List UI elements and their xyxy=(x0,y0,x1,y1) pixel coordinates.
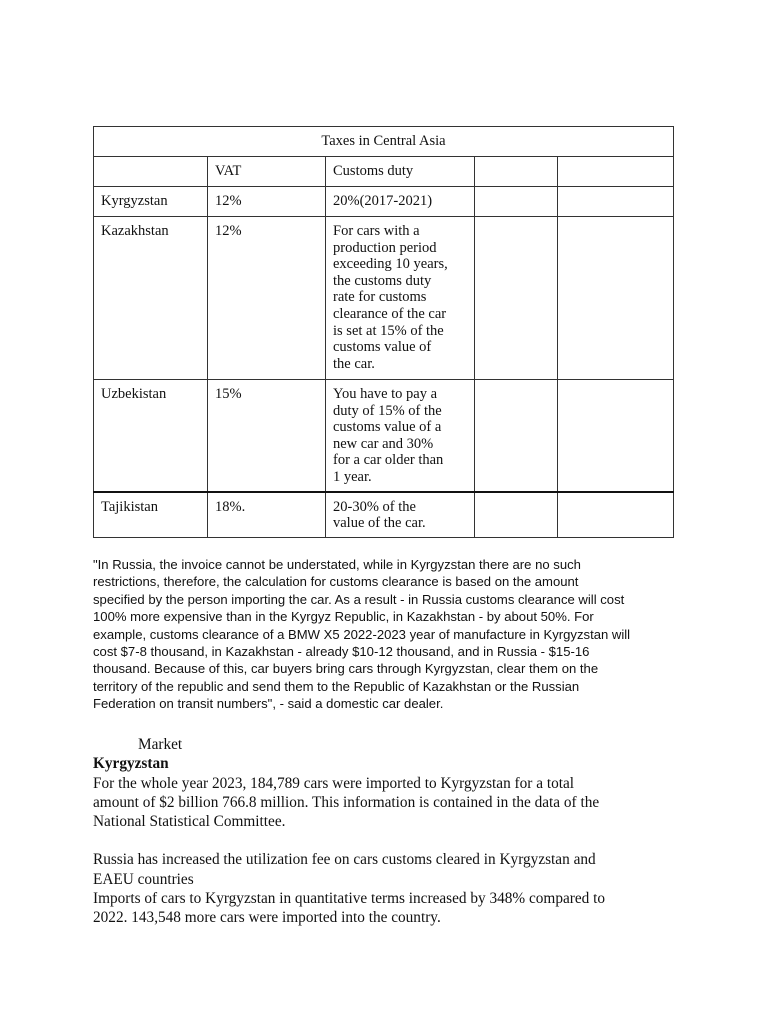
duty-line: customs value of xyxy=(333,339,432,356)
header-cell xyxy=(558,157,674,187)
table-row xyxy=(94,217,674,380)
table-row xyxy=(94,187,674,217)
paragraph-line: EAEU countries xyxy=(93,870,194,888)
quote-line: "In Russia, the invoice cannot be understated, while in Kyrgyzstan there are no such xyxy=(93,557,581,572)
taxes-table xyxy=(93,126,674,538)
header-cell xyxy=(475,157,558,187)
country-cell: Kazakhstan xyxy=(94,217,208,380)
country-cell: Tajikistan xyxy=(94,492,208,538)
empty-cell xyxy=(475,380,558,492)
duty-line: the customs duty xyxy=(333,272,432,289)
dealer-quote xyxy=(93,556,630,713)
duty-cell xyxy=(326,380,475,492)
table-header-row xyxy=(94,157,674,187)
vat-cell: 12% xyxy=(208,187,326,217)
duty-cell xyxy=(326,492,475,538)
header-cell xyxy=(94,157,208,187)
duty-line: exceeding 10 years, xyxy=(333,256,448,273)
empty-cell xyxy=(558,380,674,492)
paragraph-line: 2022. 143,548 more cars were imported into the country. xyxy=(93,909,441,927)
quote-line: thousand. Because of this, car buyers bring cars through Kyrgyzstan, clear them on the xyxy=(93,661,599,677)
paragraph-line: National Statistical Committee. xyxy=(93,813,286,831)
vat-cell: 18%. xyxy=(208,492,326,538)
duty-line: For cars with a xyxy=(333,223,420,239)
market-section xyxy=(93,735,605,928)
quote-line: example, customs clearance of a BMW X5 2022-2023 year of manufacture in Kyrgyzstan will xyxy=(93,626,631,642)
quote-line: cost $7-8 thousand, in Kazakhstan - already $10-12 thousand, and in Russia - $15-16 xyxy=(93,644,590,660)
empty-cell xyxy=(475,492,558,538)
paragraph-line: For the whole year 2023, 184,789 cars were imported to Kyrgyzstan for a total xyxy=(93,774,575,792)
table-row xyxy=(94,492,674,538)
header-cell-customs-duty: Customs duty xyxy=(326,157,475,187)
empty-cell xyxy=(558,187,674,217)
blank-line xyxy=(93,831,605,850)
vat-cell: 15% xyxy=(208,380,326,492)
duty-line: the car. xyxy=(333,355,375,372)
country-cell: Kyrgyzstan xyxy=(94,187,208,217)
empty-cell xyxy=(475,217,558,380)
quote-line: territory of the republic and send them to the Republic of Kazakhstan or the Russian xyxy=(93,678,580,694)
duty-line: is set at 15% of the xyxy=(333,322,444,339)
duty-line: customs value of a xyxy=(333,419,442,436)
table-title: Taxes in Central Asia xyxy=(94,127,674,157)
duty-cell xyxy=(326,217,475,380)
quote-line: 100% more expensive than in the Kyrgyz Republic, in Kazakhstan - by about 50%. For xyxy=(93,609,594,625)
duty-line: 20%(2017-2021) xyxy=(333,193,433,209)
quote-line: restrictions, therefore, the calculation for customs clearance is based on the amount xyxy=(93,574,579,590)
duty-line: for a car older than xyxy=(333,452,444,469)
empty-cell xyxy=(558,217,674,380)
header-cell-vat: VAT xyxy=(208,157,326,187)
table-row xyxy=(94,380,674,492)
duty-line: duty of 15% of the xyxy=(333,402,442,419)
duty-line: 20-30% of the xyxy=(333,498,416,515)
duty-line: rate for customs xyxy=(333,289,427,306)
quote-line: specified by the person importing the car. As a result - in Russia customs clearance will cost xyxy=(93,591,625,607)
duty-line: 1 year. xyxy=(333,468,372,485)
empty-cell xyxy=(475,187,558,217)
paragraph-line: Russia has increased the utilization fee on cars customs cleared in Kyrgyzstan and xyxy=(93,851,596,869)
paragraph-line: Imports of cars to Kyrgyzstan in quantitative terms increased by 348% compared to xyxy=(93,890,606,908)
country-subheading: Kyrgyzstan xyxy=(93,755,169,773)
country-cell: Uzbekistan xyxy=(94,380,208,492)
duty-line: new car and 30% xyxy=(333,435,434,452)
empty-cell xyxy=(558,492,674,538)
duty-line: value of the car. xyxy=(333,515,426,532)
market-heading: Market xyxy=(138,736,183,753)
duty-line: You have to pay a xyxy=(333,386,438,402)
paragraph-line: amount of $2 billion 766.8 million. This information is contained in the data of the xyxy=(93,793,600,811)
duty-line: clearance of the car xyxy=(333,305,447,322)
vat-cell: 12% xyxy=(208,217,326,380)
duty-line: production period xyxy=(333,239,437,256)
duty-cell xyxy=(326,187,475,217)
quote-line: Federation on transit numbers", - said a domestic car dealer. xyxy=(93,696,444,712)
